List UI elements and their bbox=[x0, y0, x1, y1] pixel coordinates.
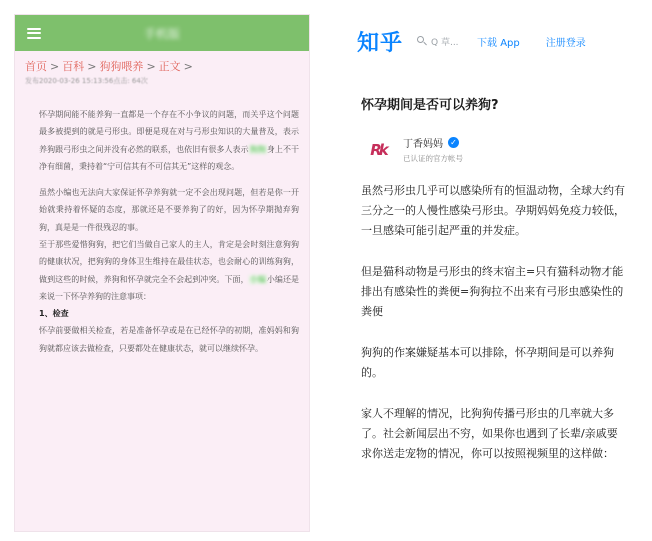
breadcrumb-current[interactable]: 正文 bbox=[158, 60, 181, 73]
article-paragraph: 虽然小编也无法向大家保证怀孕养狗就一定不会出现问题，但若是你一开始就秉持着怀疑的态度，那就还是不要养狗了的好，因为怀孕期抛弃狗狗，真是是一件很残忍的事。 bbox=[39, 188, 299, 232]
zhihu-top-bar bbox=[343, 14, 638, 68]
author-name[interactable]: 丁香妈妈 bbox=[403, 139, 443, 150]
breadcrumb-separator: > bbox=[146, 60, 156, 73]
zhihu-logo[interactable]: 知乎 bbox=[357, 30, 404, 56]
mobile-article-page bbox=[14, 14, 310, 532]
breadcrumb-separator: > bbox=[50, 60, 60, 73]
article-meta: 发布2020-03-26 15:13:56点击: 64次 bbox=[25, 77, 148, 85]
breadcrumb-dog-feeding[interactable]: 狗狗喂养 bbox=[99, 60, 144, 73]
answer-content bbox=[343, 164, 628, 464]
answer-paragraph: 虽然弓形虫几乎可以感染所有的恒温动物，全球大约有三分之一的人慢性感染弓形虫。孕期妈妈免疫力较低，一旦感染可能引起严重的并发症。 bbox=[361, 184, 625, 237]
zhihu-answer-page bbox=[343, 14, 638, 532]
verified-icon: ✓ bbox=[448, 137, 459, 148]
paragraph-text: 小编还是来说一下怀孕养狗的注意事项： bbox=[39, 274, 300, 301]
author-info bbox=[403, 135, 463, 164]
paragraph-text: 怀孕期间能不能养狗一直都是一个存在不小争议的问题，而关乎这个问题最多被提到的就是弓形虫。即便是现在对与弓形虫知识的大量普及，表示养狗跟弓形虫之间并没有必然的联系，也依旧有很多人表示 bbox=[39, 110, 299, 154]
avatar[interactable]: Rk bbox=[370, 140, 386, 159]
paragraph-text: 至于那些爱惜狗狗，把它们当做自己家人的主人，肯定是会时刻注意狗狗的健康状况，把狗狗的身体卫生维持在最佳状态，也会耐心的训练狗狗，做到这些的时候，养狗和怀孕就完全不会起到冲突。下面， bbox=[39, 240, 299, 284]
article-paragraph: 怀孕前要做相关检查，若是准备怀孕或是在已经怀孕的初期，准妈妈和狗狗就都应该去做检查，只要都处在健康状态，就可以继续怀孕。 bbox=[39, 326, 299, 353]
register-login-link[interactable]: 注册登录 bbox=[545, 37, 586, 49]
menu-icon[interactable] bbox=[27, 28, 41, 39]
blurred-link[interactable]: 小编 bbox=[249, 274, 266, 284]
question-title[interactable]: 怀孕期间是否可以养狗? bbox=[361, 98, 499, 113]
breadcrumb-home[interactable]: 首页 bbox=[25, 60, 47, 73]
site-title: 手机版 bbox=[143, 26, 180, 41]
article-paragraph bbox=[39, 236, 299, 305]
search-icon bbox=[417, 36, 427, 46]
answer-paragraph: 狗狗的作案嫌疑基本可以排除，怀孕期间是可以养狗的。 bbox=[361, 346, 614, 379]
download-app-link[interactable]: 下载 App bbox=[477, 37, 520, 49]
paragraph-text: 身上不干净有细菌，秉持着“宁可信其有不可信其无”这样的观念。 bbox=[39, 144, 300, 171]
breadcrumb-baike[interactable]: 百科 bbox=[62, 60, 85, 73]
blurred-link[interactable]: 狗狗 bbox=[249, 144, 266, 154]
search-input[interactable]: Q 草... bbox=[431, 37, 459, 48]
author-row bbox=[343, 113, 638, 164]
article-paragraph bbox=[39, 106, 299, 175]
article-body bbox=[15, 86, 309, 357]
section-heading: 1、检查 bbox=[39, 309, 69, 319]
author-description: 已认证的官方帐号 bbox=[403, 154, 463, 163]
breadcrumb-separator: > bbox=[87, 60, 97, 73]
mobile-header-bar bbox=[15, 15, 309, 51]
author-line bbox=[403, 135, 463, 150]
breadcrumb-separator: > bbox=[183, 60, 193, 73]
answer-paragraph: 但是猫科动物是弓形虫的终末宿主=只有猫科动物才能排出有感染性的粪便=狗狗拉不出来有弓形虫感染性的粪便 bbox=[361, 265, 624, 318]
search-box[interactable] bbox=[417, 35, 469, 48]
answer-paragraph: 家人不理解的情况，比狗狗传播弓形虫的几率就大多了。社会新闻层出不穷，如果你也遇到了长辈/亲戚要求你送走宠物的情况，你可以按照视频里的这样做： bbox=[361, 407, 618, 460]
breadcrumb bbox=[15, 51, 309, 74]
